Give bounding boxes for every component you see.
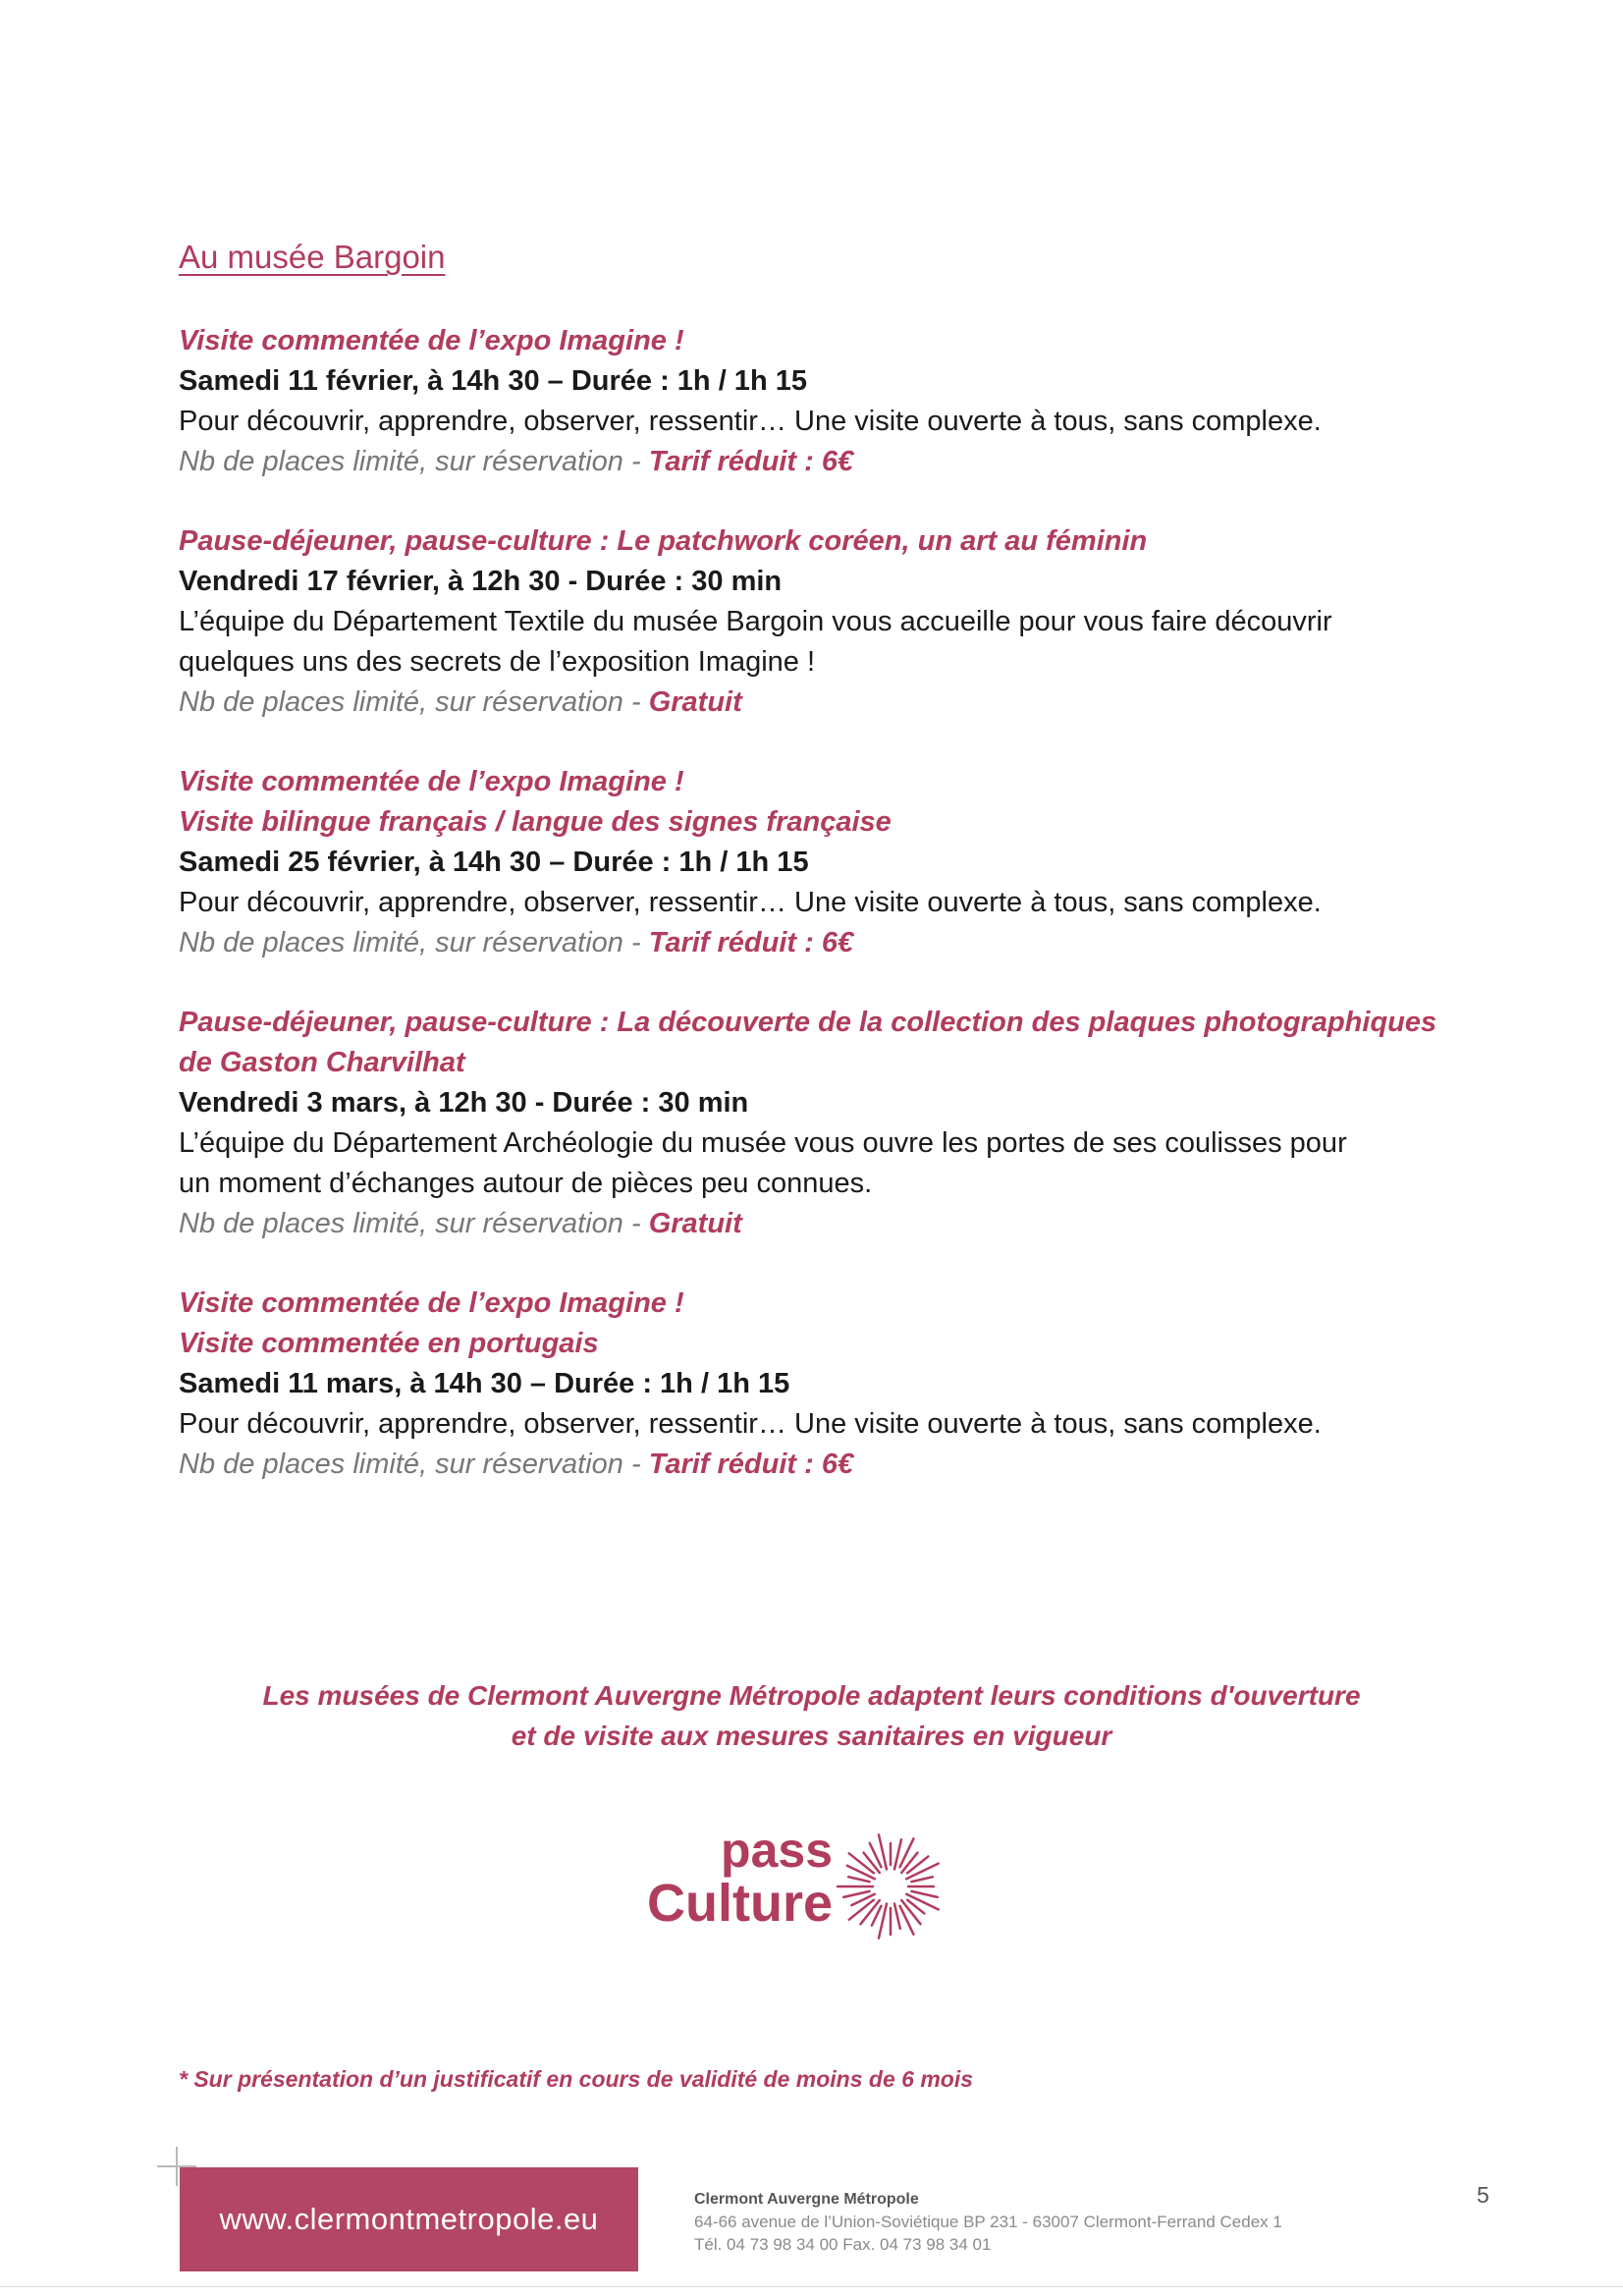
event-item <box>179 762 1455 963</box>
price-label: Tarif réduit : 6€ <box>648 1449 854 1480</box>
sunburst-ray <box>843 1891 869 1897</box>
event-description: Pour découvrir, apprendre, observer, ressentir… Une visite ouverte à tous, sans complexe. <box>179 406 1322 437</box>
sunburst-ray <box>849 1900 874 1920</box>
phone-fax: Tél. 04 73 98 34 00 Fax. 04 73 98 34 01 <box>694 2235 992 2254</box>
event-date: Vendredi 3 mars, à 12h 30 - Durée : 30 min <box>179 1087 749 1119</box>
website-link[interactable]: www.clermontmetropole.eu <box>219 2202 599 2236</box>
event-description: Pour découvrir, apprendre, observer, ressentir… Une visite ouverte à tous, sans complexe. <box>179 887 1322 918</box>
logo-word-culture: Culture <box>647 1874 833 1933</box>
event-booking-info <box>179 1204 1455 1244</box>
address-block <box>694 2188 1282 2256</box>
sunburst-ray <box>900 1838 914 1867</box>
notice-line: et de visite aux mesures sanitaires en vigueur <box>511 1721 1112 1751</box>
logo-wordmark <box>624 1825 833 1931</box>
sunburst-ray <box>848 1877 869 1882</box>
booking-text: Nb de places limité, sur réservation - <box>179 686 649 718</box>
event-title-continued: de Gaston Charvilhat <box>179 1047 465 1078</box>
notice-line: Les musées de Clermont Auvergne Métropole adaptent leurs conditions d'ouverture <box>262 1680 1361 1711</box>
event-description: L’équipe du Département Textile du musée Bargoin vous accueille pour vous faire découvrir <box>179 606 1332 637</box>
sanitary-notice <box>0 1675 1623 1756</box>
price-label: Tarif réduit : 6€ <box>648 446 854 477</box>
sunburst-ray <box>849 1853 874 1873</box>
price-label: Gratuit <box>648 1208 742 1239</box>
event-title: Visite commentée de l’expo Imagine ! <box>179 766 684 797</box>
event-date: Samedi 25 février, à 14h 30 – Durée : 1h / 1h 15 <box>179 847 809 878</box>
event-description: L’équipe du Département Archéologie du musée vous ouvre les portes de ses coulisses pour <box>179 1127 1347 1159</box>
sunburst-ray <box>864 1853 880 1873</box>
sunburst-ray <box>911 1877 932 1882</box>
event-title: Visite commentée de l’expo Imagine ! <box>179 325 684 356</box>
price-label: Tarif réduit : 6€ <box>648 927 854 958</box>
event-description: quelques uns des secrets de l’exposition Imagine ! <box>179 646 816 678</box>
event-item <box>179 521 1455 723</box>
event-date: Samedi 11 février, à 14h 30 – Durée : 1h / 1h 15 <box>179 365 807 397</box>
website-banner[interactable] <box>180 2167 638 2271</box>
sunburst-ray <box>901 1853 917 1873</box>
event-booking-info <box>179 442 1455 482</box>
sunburst-icon <box>837 1832 945 1941</box>
booking-text: Nb de places limité, sur réservation - <box>179 927 649 958</box>
event-title: Visite commentée de l’expo Imagine ! <box>179 1287 684 1319</box>
booking-text: Nb de places limité, sur réservation - <box>179 1449 649 1480</box>
postal-address: 64-66 avenue de l’Union-Soviétique BP 231 - 63007 Clermont-Ferrand Cedex 1 <box>694 2213 1282 2231</box>
pass-culture-logo <box>624 1825 958 1942</box>
event-item <box>179 1284 1455 1485</box>
price-label: Gratuit <box>648 686 742 718</box>
bottom-divider <box>0 2286 1623 2287</box>
event-list <box>179 321 1455 1524</box>
event-booking-info <box>179 683 1455 723</box>
event-subtitle: Visite bilingue français / langue des signes française <box>179 806 892 838</box>
event-description: Pour découvrir, apprendre, observer, ressentir… Une visite ouverte à tous, sans complexe. <box>179 1408 1322 1440</box>
logo-word-pass: pass <box>721 1823 833 1878</box>
event-date: Samedi 11 mars, à 14h 30 – Durée : 1h / 1h 15 <box>179 1368 790 1399</box>
event-item <box>179 321 1455 482</box>
booking-text: Nb de places limité, sur réservation - <box>179 1208 649 1239</box>
event-subtitle: Visite commentée en portugais <box>179 1328 599 1359</box>
organization-name: Clermont Auvergne Métropole <box>694 2191 919 2208</box>
sunburst-ray <box>911 1891 937 1897</box>
event-item <box>179 1003 1455 1244</box>
event-date: Vendredi 17 février, à 12h 30 - Durée : 30 min <box>179 566 783 597</box>
page-number: 5 <box>1477 2182 1489 2208</box>
event-title: Pause-déjeuner, pause-culture : Le patchwork coréen, un art au féminin <box>179 525 1148 557</box>
booking-text: Nb de places limité, sur réservation - <box>179 446 649 477</box>
section-title: Au musée Bargoin <box>179 239 446 275</box>
event-booking-info <box>179 923 1455 963</box>
event-title: Pause-déjeuner, pause-culture : La découverte de la collection des plaques photographiques <box>179 1007 1437 1038</box>
sunburst-ray <box>900 1906 914 1935</box>
event-description: un moment d’échanges autour de pièces peu connues. <box>179 1168 873 1199</box>
footnote: * Sur présentation d’un justificatif en cours de validité de moins de 6 mois <box>179 2066 973 2092</box>
event-booking-info <box>179 1445 1455 1485</box>
